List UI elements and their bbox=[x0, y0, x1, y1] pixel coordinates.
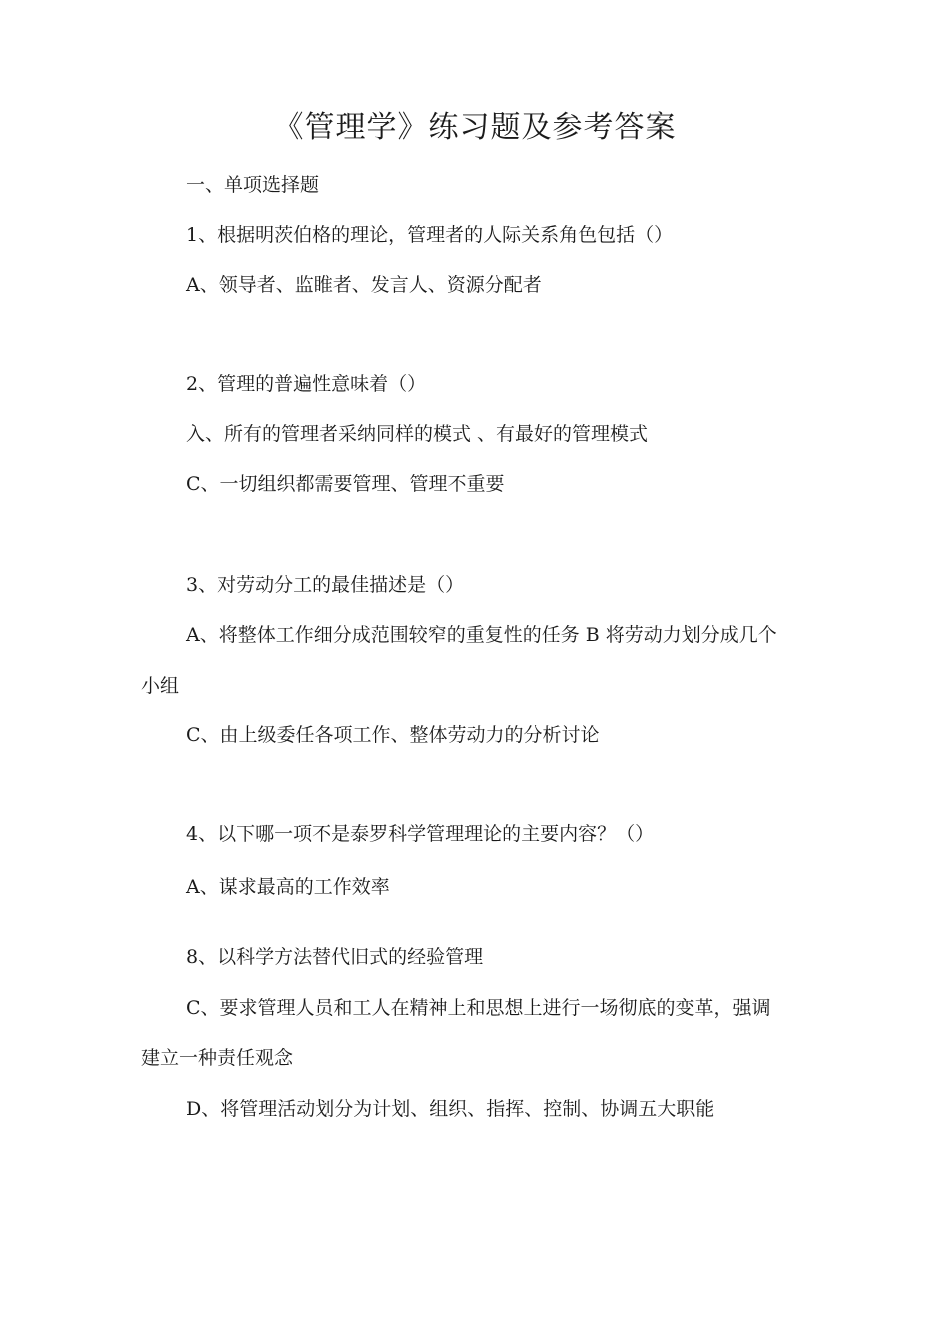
question-2-option-c: C、一切组织都需要管理、管理不重要 bbox=[186, 473, 505, 495]
section-heading: 一、单项选择题 bbox=[186, 174, 320, 196]
page-title: 《管理学》练习题及参考答案 bbox=[273, 110, 677, 145]
question-1-option-a: A、领导者、监睢者、发言人、资源分配者 bbox=[186, 274, 542, 296]
question-3: 3、对劳动分工的最佳描述是（） bbox=[186, 574, 465, 596]
question-4-option-c-continued: 建立一种责任观念 bbox=[141, 1047, 294, 1069]
question-4-option-a: A、谋求最高的工作效率 bbox=[186, 876, 390, 898]
question-3-option-c: C、由上级委任各项工作、整体劳动力的分析讨论 bbox=[186, 724, 600, 746]
question-3-option-a-continued: 小组 bbox=[141, 675, 180, 697]
question-2: 2、管理的普遍性意味着（） bbox=[186, 373, 427, 395]
question-1: 1、根据明茨伯格的理论，管理者的人际关系角色包括（） bbox=[186, 224, 674, 246]
question-4-option-c: C、要求管理人员和工人在精神上和思想上进行一场彻底的变革，强调 bbox=[186, 997, 771, 1019]
question-2-option-a: 入、所有的管理者采纳同样的模式 、有最好的管理模式 bbox=[186, 423, 649, 445]
question-3-option-a: A、将整体工作细分成范围较窄的重复性的任务 B 将劳动力划分成几个 bbox=[186, 624, 777, 646]
question-4-option-d: D、将管理活动划分为计划、组织、指挥、控制、协调五大职能 bbox=[186, 1098, 715, 1120]
question-4-option-b: 8、以科学方法替代旧式的经验管理 bbox=[186, 946, 484, 968]
question-4: 4、以下哪一项不是泰罗科学管理理论的主要内容？（） bbox=[186, 823, 655, 845]
